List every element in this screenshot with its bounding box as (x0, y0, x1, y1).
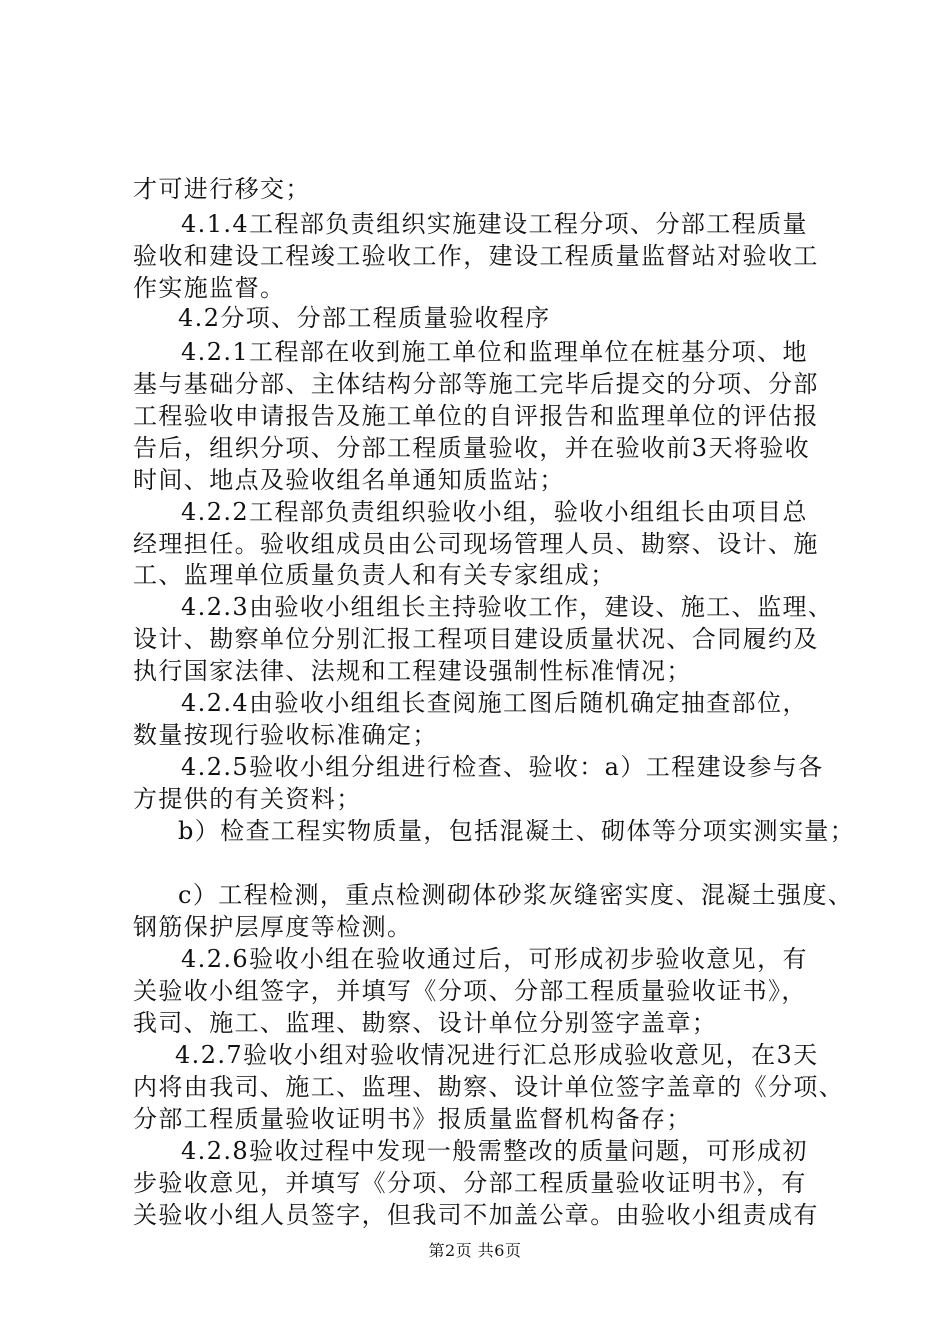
text-line: b）检查工程实物质量，包括混凝土、砌体等分项实测实量； (178, 817, 856, 845)
text-line: 作实施监督。 (133, 274, 286, 302)
text-line: 4.2.5验收小组分组进行检查、验收：a）工程建设参与各 (181, 753, 824, 781)
text-line: 工、监理单位质量负责人和有关专家组成； (133, 561, 616, 589)
text-line: 分部工程质量验收证明书》报质量监督机构备存； (133, 1105, 692, 1133)
text-line: 4.2.7验收小组对验收情况进行汇总形成验收意见，在3天 (175, 1041, 819, 1069)
text-line: 告后，组织分项、分部工程质量验收，并在验收前3天将验收 (133, 434, 811, 462)
text-line: 4.2.8验收过程中发现一般需整改的质量问题，可形成初 (181, 1137, 808, 1165)
text-line: 内将由我司、施工、监理、勘察、设计单位签字盖章的《分项、 (133, 1073, 845, 1101)
text-line: 4.2.3由验收小组组长主持验收工作，建设、施工、监理、 (181, 593, 834, 621)
page-number-footer: 第2页 共6页 (428, 1241, 522, 1260)
text-line: 4.2.4由验收小组组长查阅施工图后随机确定抽查部位， (181, 689, 808, 717)
text-line: 基与基础分部、主体结构分部等施工完毕后提交的分项、分部 (133, 370, 819, 398)
text-line: 时间、地点及验收组名单通知质监站； (133, 466, 565, 494)
text-line: 工程验收申请报告及施工单位的自评报告和监理单位的评估报 (133, 402, 819, 430)
text-line: 4.2.2工程部负责组织验收小组，验收小组组长由项目总 (181, 498, 808, 526)
text-line: 经理担任。验收组成员由公司现场管理人员、勘察、设计、施 (133, 530, 819, 558)
text-line: 方提供的有关资料； (133, 785, 362, 813)
text-line: 设计、勘察单位分别汇报工程项目建设质量状况、合同履约及 (133, 625, 819, 653)
text-line: 关验收小组人员签字，但我司不加盖公章。由验收小组责成有 (133, 1201, 819, 1229)
text-line: 4.2.6验收小组在验收通过后，可形成初步验收意见，有 (181, 945, 808, 973)
text-line: 4.1.4工程部负责组织实施建设工程分项、分部工程质量 (181, 210, 808, 238)
text-line: c）工程检测，重点检测砌体砂浆灰缝密实度、混凝土强度、 (178, 881, 854, 909)
text-line: 数量按现行验收标准确定； (133, 721, 438, 749)
text-line: 关验收小组签字，并填写《分项、分部工程质量验收证书》， (133, 977, 807, 1005)
text-line: 钢筋保护层厚度等检测。 (133, 913, 413, 941)
text-line: 步验收意见，并填写《分项、分部工程质量验收证明书》，有 (133, 1169, 807, 1197)
text-line: 4.2.1工程部在收到施工单位和监理单位在桩基分项、地 (181, 338, 808, 366)
text-line: 我司、施工、监理、勘察、设计单位分别签字盖章； (133, 1009, 718, 1037)
text-line: 验收和建设工程竣工验收工作，建设工程质量监督站对验收工 (133, 242, 819, 270)
text-line: 4.2分项、分部工程质量验收程序 (178, 304, 551, 332)
text-line: 才可进行移交； (133, 175, 311, 203)
text-line: 执行国家法律、法规和工程建设强制性标准情况； (133, 657, 692, 685)
